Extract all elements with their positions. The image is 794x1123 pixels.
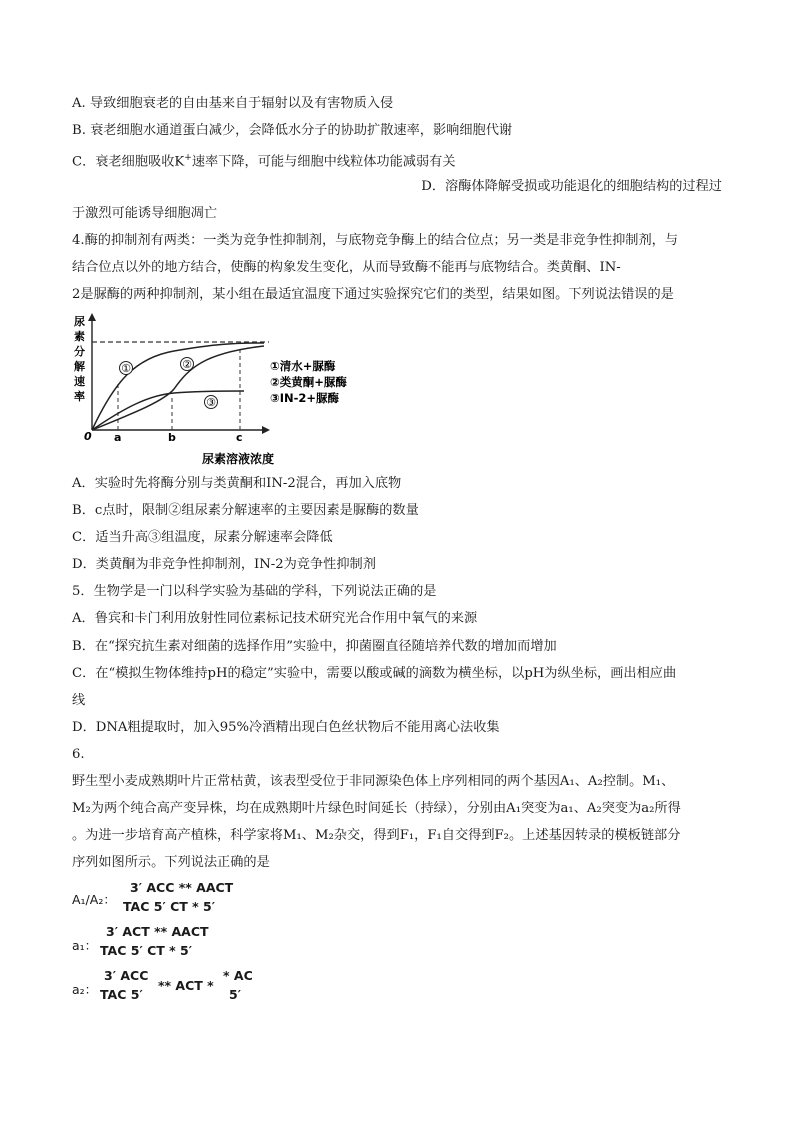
q4-stem-line3: 2是脲酶的两种抑制剂，某小组在最适宜温度下通过实验探究它们的类型，结果如图。下列说法错误的是: [72, 287, 674, 302]
seq-a2-bottom-left: TAC 5′: [100, 987, 143, 1002]
tick-c: c: [236, 431, 243, 444]
seq-a1-top: 3′ ACT ** AACT: [106, 924, 209, 939]
seq-a1a2-top: 3′ ACC ** AACT: [130, 880, 234, 895]
seq-a2-mid: ** ACT *: [158, 978, 214, 993]
q5-option-c-line1: C．在“模拟生物体维持pH的稳定”实验中，需要以酸或碱的滴数为横坐标，以pH为纵坐标，画出相应曲: [72, 666, 677, 681]
series-1-marker: ①: [121, 362, 131, 375]
urease-rate-chart: [74, 313, 374, 471]
q5-option-c-line2: 线: [72, 693, 86, 708]
q6-stem-line4: 序列如图所示。下列说法正确的是: [72, 855, 270, 870]
q6-stem-line2: M₂为两个纯合高产变异株，均在成熟期叶片绿色时间延长（持绿），分别由A₁突变为a₁、A₂突变为a₂所得: [72, 801, 681, 816]
series-3-marker: ③: [206, 396, 216, 409]
series-3-line: [92, 391, 244, 430]
y-axis-label: 尿素分解速率: [74, 315, 85, 403]
q3-option-d-line1: D．溶酶体降解受损或功能退化的细胞结构的过程过: [421, 179, 722, 194]
q4-option-b: B．c点时，限制②组尿素分解速率的主要因素是脲酶的数量: [72, 503, 419, 518]
seq-a1-bottom: TAC 5′ CT * 5′: [100, 943, 193, 958]
seq-a1a2-bottom: TAC 5′ CT * 5′: [123, 899, 216, 914]
q4-option-c: C．适当升高③组温度，尿素分解速率会降低: [72, 530, 333, 545]
q5-option-b: B．在“探究抗生素对细菌的选择作用”实验中，抑菌圈直径随培养代数的增加而增加: [72, 639, 557, 654]
seq-a2-bottom-right: 5′: [229, 987, 241, 1002]
seq-a1a2-label: A₁/A₂：: [72, 892, 116, 907]
q3-option-d-line2: 于激烈可能诱导细胞凋亡: [72, 206, 218, 221]
q4-option-d: D．类黄酮为非竞争性抑制剂，IN-2为竞争性抑制剂: [72, 557, 376, 572]
q6-stem-line1: 野生型小麦成熟期叶片正常枯黄，该表型受位于非同源染色体上序列相同的两个基因A₁、A₂控制。M₁、: [72, 774, 675, 789]
q3-option-c-sup: +: [184, 153, 192, 163]
seq-a2-top-left: 3′ ACC: [104, 968, 149, 983]
q4-stem-line2: 结合位点以外的地方结合，使酶的构象发生变化，从而导致酶不能再与底物结合。类黄酮、IN-: [72, 260, 621, 275]
origin-label: 0: [84, 430, 92, 443]
q3-option-c-pre: C．衰老细胞吸收K: [72, 154, 185, 170]
seq-a2-top-right: * AC: [223, 968, 253, 983]
legend-series-3: ③IN-2+脲酶: [270, 391, 340, 405]
y-axis-arrow: [88, 313, 96, 321]
seq-a1-label: a₁：: [72, 938, 98, 953]
q4-stem-line1: 4.酶的抑制剂有两类：一类为竞争性抑制剂，与底物竞争酶上的结合位点；另一类是非竞争性抑制剂，与: [72, 233, 679, 248]
legend-series-2: ②类黄酮+脲酶: [270, 375, 347, 389]
tick-a: a: [114, 431, 122, 444]
q3-option-b: B. 衰老细胞水通道蛋白减少，会降低水分子的协助扩散速率，影响细胞代谢: [72, 123, 513, 138]
q4-option-a: A．实验时先将酶分别与类黄酮和IN-2混合，再加入底物: [72, 476, 402, 491]
q5-option-d: D．DNA粗提取时，加入95%冷酒精出现白色丝状物后不能用离心法收集: [72, 720, 500, 735]
x-axis-arrow: [262, 426, 270, 434]
q5-option-a: A．鲁宾和卡门利用放射性同位素标记技术研究光合作用中氧气的来源: [72, 611, 478, 626]
legend-series-1: ①清水+脲酶: [270, 359, 336, 373]
q6-stem-line3: 。为进一步培育高产植株，科学家将M₁、M₂杂交，得到F₁，F₁自交得到F₂。上述基因转录的模板链部分: [72, 828, 681, 843]
series-1-line: [92, 343, 264, 430]
seq-a2-label: a₂：: [72, 982, 98, 997]
series-2-marker: ②: [182, 358, 192, 371]
tick-b: b: [168, 431, 176, 444]
x-axis-label: 尿素溶液浓度: [202, 452, 275, 466]
q3-option-c-post: 速率下降，可能与细胞中线粒体功能减弱有关: [191, 154, 456, 170]
q5-stem: 5．生物学是一门以科学实验为基础的学科，下列说法正确的是: [72, 584, 437, 599]
q6-number: 6.: [72, 747, 85, 762]
q3-option-c: [72, 148, 722, 172]
q3-option-a: A. 导致细胞衰老的自由基来自于辐射以及有害物质入侵: [72, 96, 394, 111]
